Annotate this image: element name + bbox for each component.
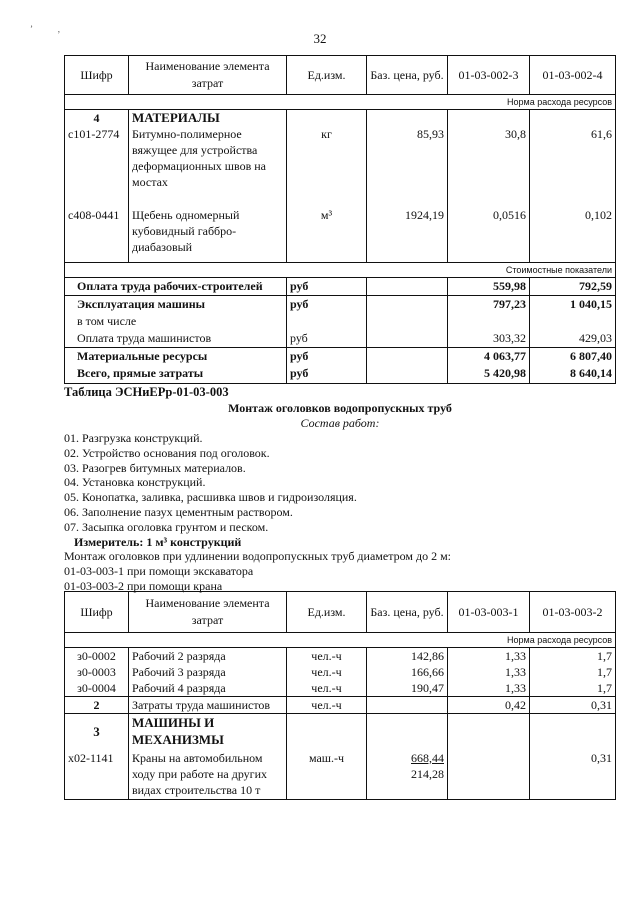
- table-row: [65, 750, 616, 800]
- col-unit-header: Ед.изм.: [287, 56, 367, 95]
- row-unit: м³: [287, 207, 367, 262]
- col-price-header: Баз. цена, руб.: [367, 56, 448, 95]
- cost-row: [65, 347, 616, 365]
- row-price-cell: [367, 750, 448, 800]
- row-value-2: 0,31: [530, 750, 616, 800]
- list-item: 02. Устройство основания под оголовок.: [64, 445, 270, 460]
- norm-label: Норма расхода ресурсов: [65, 633, 616, 648]
- table-row: [65, 664, 616, 680]
- cost-value-2: 8 640,14: [530, 365, 616, 383]
- cost-value-2: 1 040,15: [530, 295, 616, 313]
- description: Монтаж оголовков при удлинении водопропускных труб диаметром до 2 м:: [64, 549, 451, 564]
- row-unit: чел.-ч: [287, 648, 367, 665]
- cost-value-2: 792,59: [530, 277, 616, 295]
- variant-item: 01-03-003-2 при помощи крана: [64, 578, 223, 593]
- measure-unit: Измеритель: 1 м³ конструкций: [74, 534, 242, 549]
- cost-value-2: 429,03: [530, 330, 616, 347]
- row-unit: чел.-ч: [287, 664, 367, 680]
- cost-label-row: [65, 262, 616, 277]
- row-name: Битумно-полимерное вяжущее для устройства деформационных швов на мостах: [129, 126, 287, 207]
- cost-value-1: 797,23: [448, 295, 530, 313]
- col-name-header: Наименование элемента затрат: [129, 56, 287, 95]
- list-item: 05. Конопатка, заливка, расшивка швов и гидроизоляция.: [64, 490, 357, 505]
- row-unit: маш.-ч: [287, 750, 367, 800]
- norm-row: [65, 95, 616, 110]
- scan-marks: ’ ,: [30, 24, 60, 34]
- row-value-2: 1,7: [530, 664, 616, 680]
- cost-name: Оплата труда машинистов: [65, 330, 287, 347]
- row-name: Рабочий 4 разряда: [129, 680, 287, 697]
- row-name: Затраты труда машинистов: [129, 697, 287, 714]
- section-row: [65, 110, 616, 127]
- col-code-header: Шифр: [65, 592, 129, 633]
- resource-table-1: [64, 55, 616, 384]
- row-unit: кг: [287, 126, 367, 207]
- table-row: [65, 126, 616, 207]
- cost-unit: руб: [287, 295, 367, 313]
- col-variant-2-header: 01-03-002-4: [530, 56, 616, 95]
- row-unit: чел.-ч: [287, 680, 367, 697]
- resource-table-2: [64, 591, 616, 800]
- variant-item: 01-03-003-1 при помощи экскаватора: [64, 564, 254, 579]
- row-unit: чел.-ч: [287, 697, 367, 714]
- section-number: 3: [65, 714, 129, 750]
- row-value-1: 0,42: [448, 697, 530, 714]
- cost-value-2: 6 807,40: [530, 347, 616, 365]
- table-header: [65, 592, 616, 633]
- row-value-2: 1,7: [530, 648, 616, 665]
- row-value-1: 1,33: [448, 648, 530, 665]
- cost-row: [65, 313, 616, 330]
- row-name: Рабочий 3 разряда: [129, 664, 287, 680]
- page-number: 32: [313, 31, 327, 46]
- row-code: х02-1141: [65, 750, 129, 800]
- row-code: 2: [65, 697, 129, 714]
- row-code: с408-0441: [65, 207, 129, 262]
- col-price-header: Баз. цена, руб.: [367, 592, 448, 633]
- row-price: 190,47: [367, 680, 448, 697]
- norm-label: Норма расхода ресурсов: [65, 95, 616, 110]
- cost-row: [65, 365, 616, 383]
- row-price: 85,93: [367, 126, 448, 207]
- col-variant-2-header: 01-03-003-2: [530, 592, 616, 633]
- cost-value-1: 5 420,98: [448, 365, 530, 383]
- cost-value-1: 4 063,77: [448, 347, 530, 365]
- col-variant-1-header: 01-03-003-1: [448, 592, 530, 633]
- cost-row: [65, 277, 616, 295]
- row-price: 142,86: [367, 648, 448, 665]
- row-value-1: 1,33: [448, 664, 530, 680]
- col-code-header: Шифр: [65, 56, 129, 95]
- table-row: [65, 680, 616, 697]
- row-value-1: 30,8: [448, 126, 530, 207]
- col-unit-header: Ед.изм.: [287, 592, 367, 633]
- col-variant-1-header: 01-03-002-3: [448, 56, 530, 95]
- row-value-2: 61,6: [530, 126, 616, 207]
- cost-unit: руб: [287, 277, 367, 295]
- table-row: [65, 207, 616, 262]
- list-item: 06. Заполнение пазух цементным раствором.: [64, 504, 293, 519]
- row-price-alt: 214,28: [411, 766, 444, 781]
- cost-value-1: 559,98: [448, 277, 530, 295]
- section-number: 4: [65, 110, 129, 127]
- row-value-1: 1,33: [448, 680, 530, 697]
- row-price: 166,66: [367, 664, 448, 680]
- row-code: з0-0003: [65, 664, 129, 680]
- table-row: [65, 648, 616, 665]
- row-code: з0-0004: [65, 680, 129, 697]
- list-item: 04. Установка конструкций.: [64, 475, 206, 490]
- cost-name: Эксплуатация машины: [65, 295, 287, 313]
- row-code: з0-0002: [65, 648, 129, 665]
- row-value-2: 1,7: [530, 680, 616, 697]
- list-item: 07. Засыпка оголовка грунтом и песком.: [64, 519, 269, 534]
- table-title: Таблица ЭСНиЕРр-01-03-003: [64, 385, 229, 399]
- col-name-header: Наименование элемента затрат: [129, 592, 287, 633]
- section-subtitle: Состав работ:: [300, 416, 380, 430]
- row-value-2: 0,102: [530, 207, 616, 262]
- list-item: 03. Разогрев битумных материалов.: [64, 460, 246, 475]
- row-code: с101-2774: [65, 126, 129, 207]
- cost-row: [65, 330, 616, 347]
- cost-value-1: 303,32: [448, 330, 530, 347]
- table-header: [65, 56, 616, 95]
- row-value-2: 0,31: [530, 697, 616, 714]
- cost-name: Всего, прямые затраты: [65, 365, 287, 383]
- cost-label: Стоимостные показатели: [65, 262, 616, 277]
- norm-row: [65, 633, 616, 648]
- row-value-1: 0,0516: [448, 207, 530, 262]
- cost-unit: руб: [287, 365, 367, 383]
- section-row: [65, 714, 616, 750]
- cost-name: Оплата труда рабочих-строителей: [65, 277, 287, 295]
- row-name: Щебень одномерный кубовидный габбро-диабазовый: [129, 207, 287, 262]
- cost-name: Материальные ресурсы: [65, 347, 287, 365]
- list-item: 01. Разгрузка конструкций.: [64, 431, 203, 445]
- section-title: Монтаж оголовков водопропускных труб: [228, 401, 452, 415]
- row-price: 1924,19: [367, 207, 448, 262]
- labor-row: [65, 697, 616, 714]
- work-list: [64, 431, 451, 594]
- section-title: МАТЕРИАЛЫ: [129, 110, 287, 127]
- row-price: 668,44: [411, 750, 444, 765]
- cost-note: в том числе: [65, 313, 287, 330]
- cost-unit: руб: [287, 347, 367, 365]
- row-name: Рабочий 2 разряда: [129, 648, 287, 665]
- cost-row: [65, 295, 616, 313]
- cost-unit: руб: [287, 330, 367, 347]
- section-title: МАШИНЫ И МЕХАНИЗМЫ: [129, 714, 287, 750]
- row-name: Краны на автомобильном ходу при работе на других видах строительства 10 т: [129, 750, 287, 800]
